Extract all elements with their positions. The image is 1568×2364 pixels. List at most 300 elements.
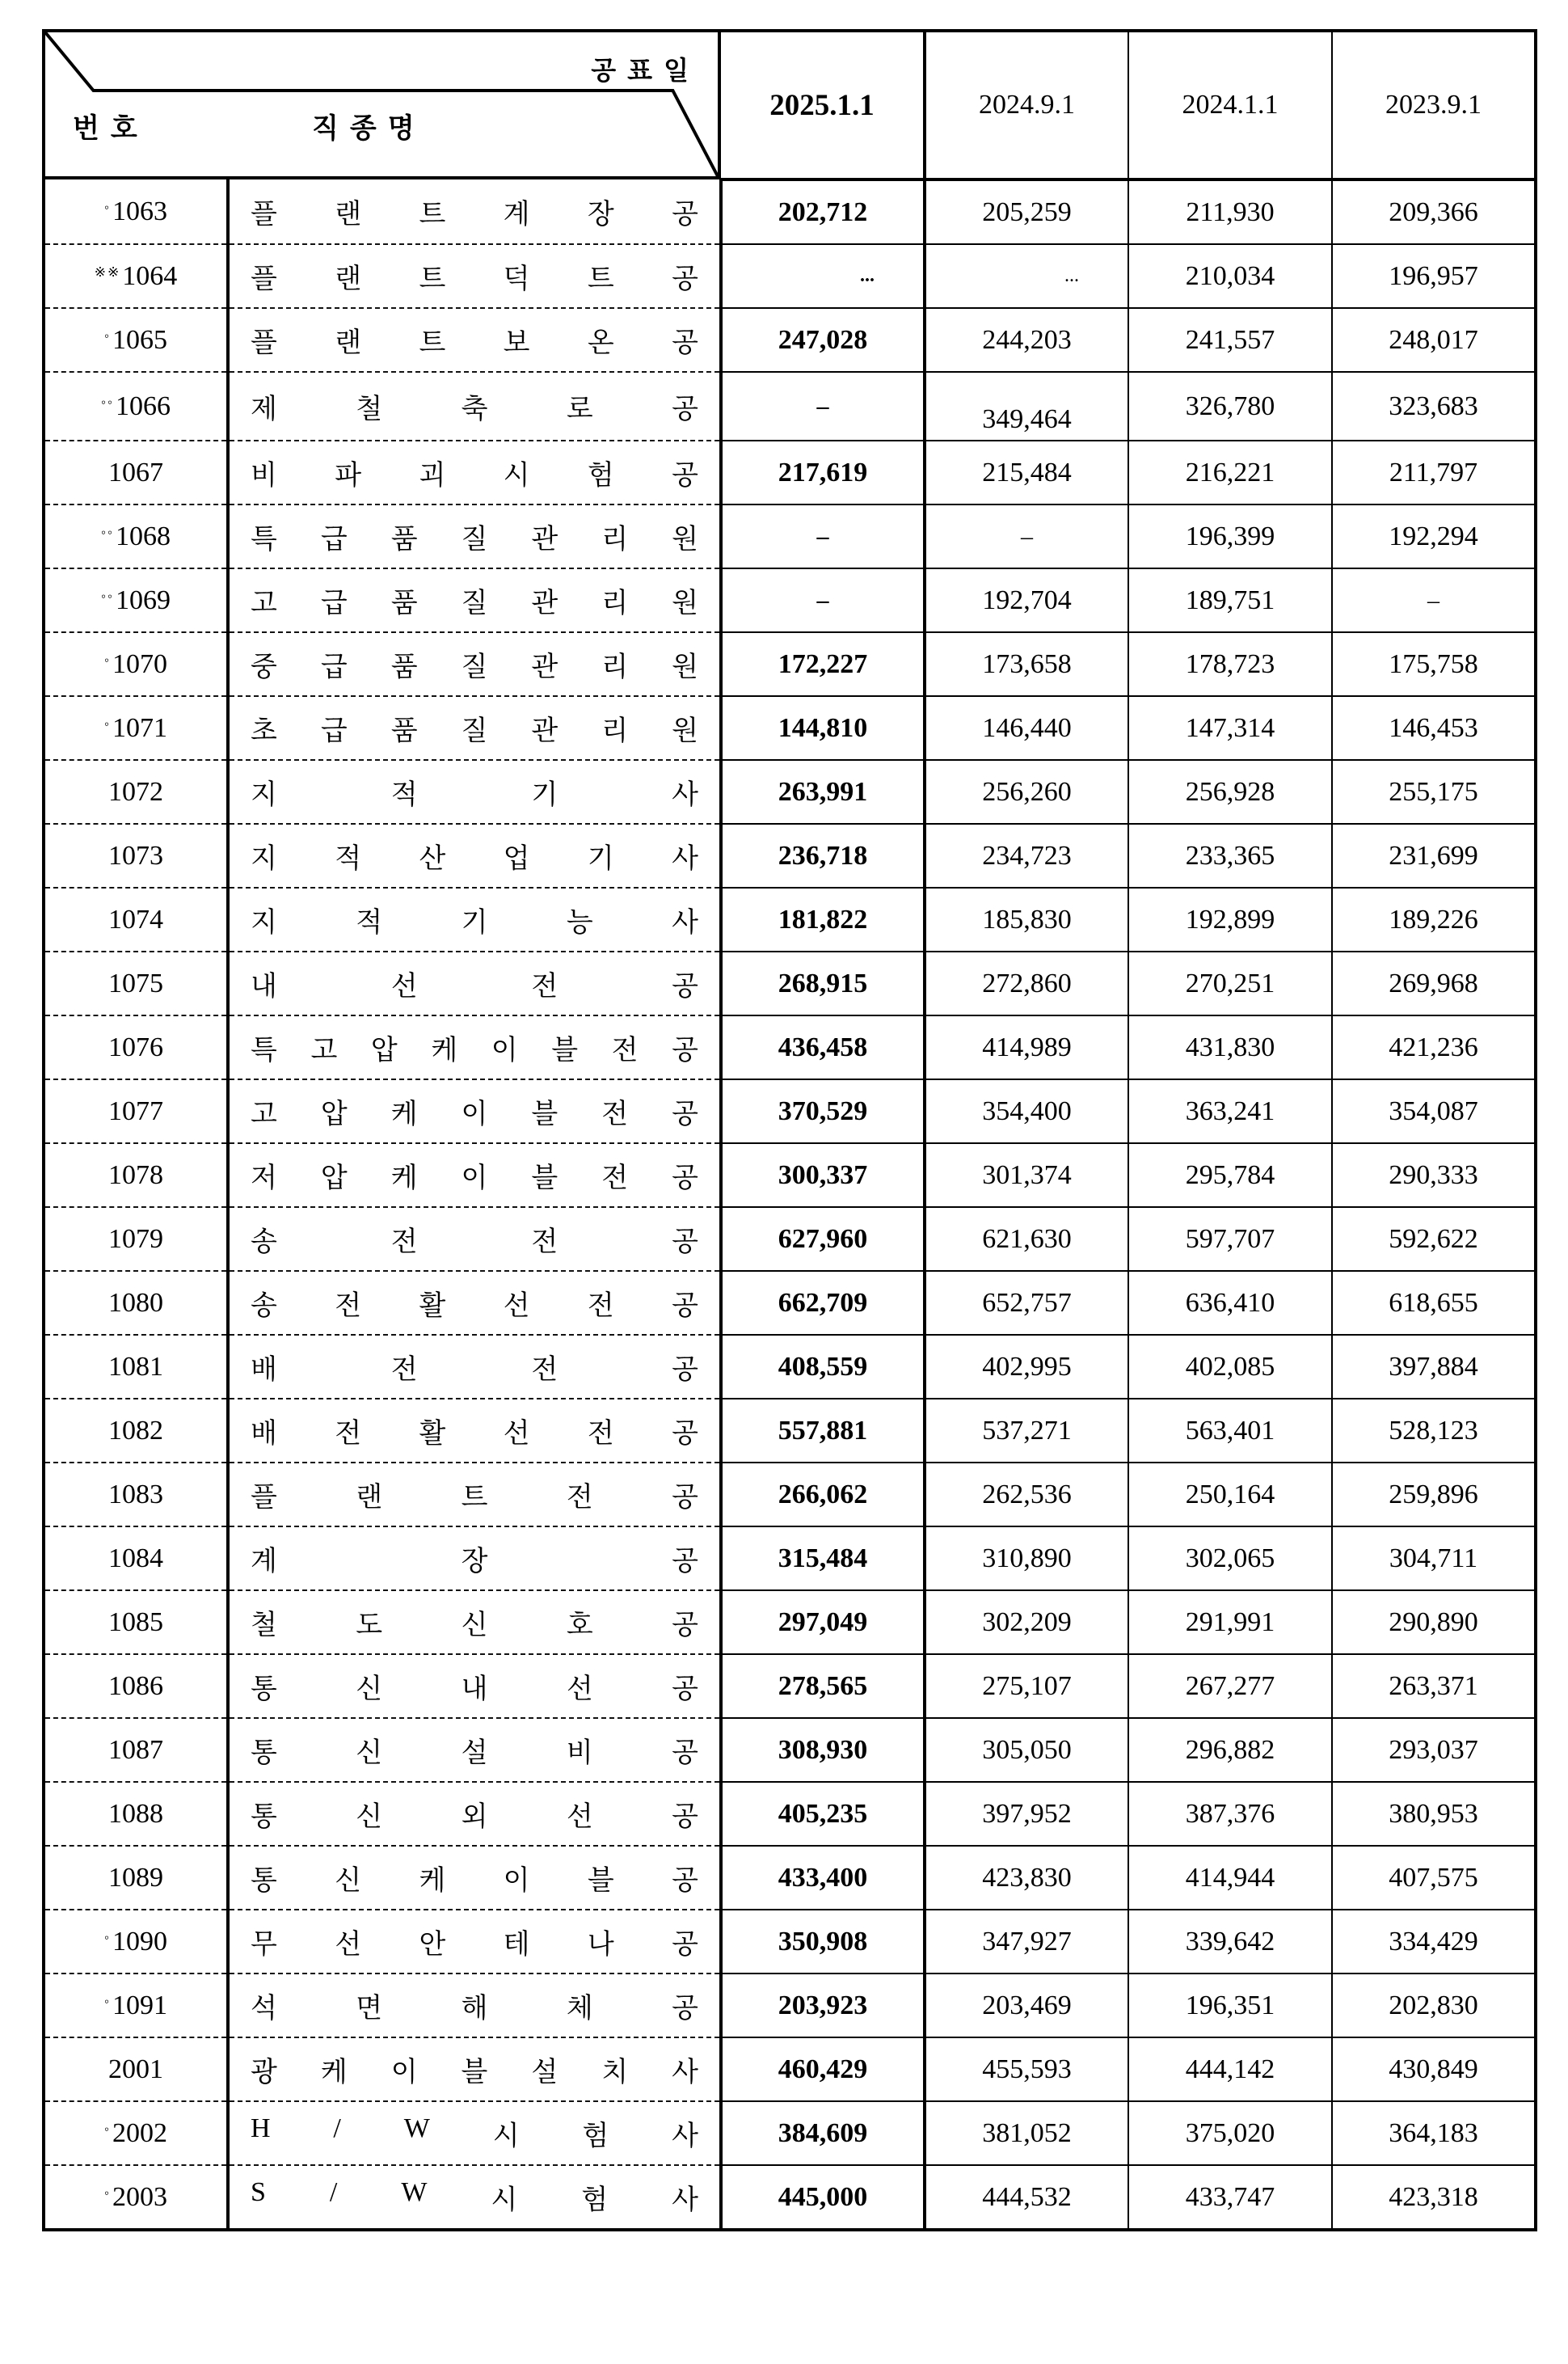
job-name-value: 송 전 전 공	[251, 1227, 698, 1257]
wage-value-cell: 334,429	[1332, 1910, 1536, 1974]
wage-value-cell: 315,484	[721, 1526, 925, 1590]
job-name-value: 고 급 품 질 관 리 원	[251, 589, 698, 618]
wage-value-cell: 202,830	[1332, 1974, 1536, 2037]
publication-date-label: 공표일	[591, 56, 700, 85]
row-number-value: 1077	[108, 1095, 163, 1126]
row-number-cell	[44, 2165, 228, 2230]
wage-value-cell: 255,175	[1332, 760, 1536, 824]
wage-value-cell: 205,259	[925, 179, 1128, 244]
wage-value-cell: 662,709	[721, 1271, 925, 1335]
wage-value-cell: 397,884	[1332, 1335, 1536, 1399]
wage-value-cell: 216,221	[1128, 441, 1332, 504]
row-number-value: 1073	[108, 840, 163, 871]
row-number-value: 1072	[108, 776, 163, 807]
table-row	[44, 1463, 1536, 1526]
table-row	[44, 1079, 1536, 1143]
job-name-cell	[228, 372, 721, 441]
wage-value-cell: 444,142	[1128, 2037, 1332, 2101]
wage-value-cell: 618,655	[1332, 1271, 1536, 1335]
wage-value-cell: 370,529	[721, 1079, 925, 1143]
wage-value-cell: 375,020	[1128, 2101, 1332, 2165]
wage-value-cell: 256,260	[925, 760, 1128, 824]
wage-value-cell: 147,314	[1128, 696, 1332, 760]
wage-value-cell: 295,784	[1128, 1143, 1332, 1207]
table-row	[44, 244, 1536, 308]
job-name-value: 통 신 외 선 공	[251, 1802, 698, 1832]
job-name-cell	[228, 1846, 721, 1910]
row-number-cell	[44, 372, 228, 441]
wage-value-cell: 402,085	[1128, 1335, 1332, 1399]
row-number-cell	[44, 1015, 228, 1079]
table-body	[44, 179, 1536, 2230]
wage-value-cell: 263,991	[721, 760, 925, 824]
table-row	[44, 1399, 1536, 1463]
wage-value-cell: 196,399	[1128, 504, 1332, 568]
job-name-value: 플 랜 트 전 공	[251, 1483, 698, 1513]
job-name-cell	[228, 760, 721, 824]
row-number-value: 1069	[116, 585, 171, 615]
wage-value-cell: ...	[925, 244, 1128, 308]
row-number-cell	[44, 1399, 228, 1463]
job-name-value: 플 랜 트 덕 트 공	[251, 264, 698, 294]
wage-value-cell: 231,699	[1332, 824, 1536, 888]
job-name-value: 내 선 전 공	[251, 972, 698, 1002]
wage-value-cell: 217,619	[721, 441, 925, 504]
wage-value-cell: 433,400	[721, 1846, 925, 1910]
wage-value-cell: 436,458	[721, 1015, 925, 1079]
row-marker-icon: ◦	[103, 328, 112, 344]
row-number-cell	[44, 179, 228, 244]
row-number-cell	[44, 1526, 228, 1590]
job-name-cell	[228, 1590, 721, 1654]
row-number-cell	[44, 1271, 228, 1335]
wage-value-cell: 241,557	[1128, 308, 1332, 372]
row-number-value: 1083	[108, 1479, 163, 1509]
job-name-cell	[228, 1910, 721, 1974]
wage-value-cell: 557,881	[721, 1399, 925, 1463]
table-row	[44, 1654, 1536, 1718]
job-name-cell	[228, 1015, 721, 1079]
table-row	[44, 1335, 1536, 1399]
row-number-cell	[44, 824, 228, 888]
job-name-value: 통 신 케 이 블 공	[251, 1866, 698, 1896]
wage-value-cell: 300,337	[721, 1143, 925, 1207]
row-number-cell	[44, 441, 228, 504]
job-name-value: 특 급 품 질 관 리 원	[251, 525, 698, 555]
table-row	[44, 441, 1536, 504]
row-number-cell	[44, 1782, 228, 1846]
wage-value-cell: 597,707	[1128, 1207, 1332, 1271]
header-date-2024-09-01: 2024.9.1	[925, 31, 1128, 179]
wage-value-cell: 296,882	[1128, 1718, 1332, 1782]
row-number-value: 1075	[108, 968, 163, 998]
wage-value-cell: 387,376	[1128, 1782, 1332, 1846]
wage-value-cell: 347,927	[925, 1910, 1128, 1974]
wage-value-cell: 627,960	[721, 1207, 925, 1271]
wage-value-cell: 259,896	[1332, 1463, 1536, 1526]
wage-value-cell: 445,000	[721, 2165, 925, 2230]
wage-value-cell: 431,830	[1128, 1015, 1332, 1079]
wage-value-cell: 175,758	[1332, 632, 1536, 696]
wage-value-cell: 405,235	[721, 1782, 925, 1846]
table-row	[44, 2101, 1536, 2165]
row-marker-icon: ◦	[103, 2121, 112, 2138]
row-number-value: 1085	[108, 1606, 163, 1637]
job-name-value: 고 압 케 이 블 전 공	[251, 1100, 698, 1129]
wage-value-cell: 636,410	[1128, 1271, 1332, 1335]
table-row	[44, 824, 1536, 888]
wage-value-cell: 244,203	[925, 308, 1128, 372]
wage-value-cell: 455,593	[925, 2037, 1128, 2101]
row-number-cell	[44, 504, 228, 568]
job-name-value: 통 신 설 비 공	[251, 1738, 698, 1768]
job-name-value: 배 전 전 공	[251, 1355, 698, 1385]
job-name-value: 지 적 산 업 기 사	[251, 844, 698, 874]
table-row	[44, 696, 1536, 760]
wage-value-cell: 146,440	[925, 696, 1128, 760]
wage-value-cell: 192,294	[1332, 504, 1536, 568]
job-name-cell	[228, 179, 721, 244]
wage-value-cell: 248,017	[1332, 308, 1536, 372]
job-name-value: 플 랜 트 보 온 공	[251, 328, 698, 358]
wage-value-cell: 563,401	[1128, 1399, 1332, 1463]
row-marker-icon: ◦	[103, 1994, 112, 2010]
row-number-value: 1081	[108, 1351, 163, 1382]
row-marker-icon: ◦	[103, 2185, 112, 2201]
table-row	[44, 1846, 1536, 1910]
wage-value-cell: 414,944	[1128, 1846, 1332, 1910]
wage-value-cell: –	[925, 504, 1128, 568]
row-number-value: 1078	[108, 1159, 163, 1190]
wage-value-cell: 397,952	[925, 1782, 1128, 1846]
row-number-value: 1063	[112, 196, 168, 226]
row-marker-icon: ◦	[103, 1930, 112, 1946]
wage-value-cell: 211,797	[1332, 441, 1536, 504]
row-number-value: 1066	[116, 390, 171, 421]
wage-value-cell: 250,164	[1128, 1463, 1332, 1526]
job-name-value: 무 선 안 테 나 공	[251, 1930, 698, 1960]
wage-value-cell: 423,830	[925, 1846, 1128, 1910]
wage-value-cell: 269,968	[1332, 952, 1536, 1015]
table-row	[44, 1207, 1536, 1271]
row-number-value: 1084	[108, 1543, 163, 1573]
job-name-value: 제 철 축 로 공	[251, 395, 698, 424]
wage-value-cell: 302,209	[925, 1590, 1128, 1654]
wage-value-cell: 421,236	[1332, 1015, 1536, 1079]
row-number-cell	[44, 1974, 228, 2037]
table-row	[44, 632, 1536, 696]
row-number-value: 1068	[116, 521, 171, 551]
wage-value-cell: 196,351	[1128, 1974, 1332, 2037]
job-name-value: H / W 시 험 사	[251, 2113, 698, 2151]
row-number-value: 1076	[108, 1032, 163, 1062]
row-number-value: 1086	[108, 1670, 163, 1701]
row-number-value: 2003	[112, 2181, 168, 2212]
wage-value-cell: 173,658	[925, 632, 1128, 696]
row-number-cell	[44, 952, 228, 1015]
row-marker-icon: ◦◦	[100, 395, 115, 411]
job-name-value: 송 전 활 선 전 공	[251, 1291, 698, 1321]
wage-value-cell: 354,400	[925, 1079, 1128, 1143]
row-number-cell	[44, 760, 228, 824]
row-number-value: 1074	[108, 904, 163, 935]
wage-value-cell: 270,251	[1128, 952, 1332, 1015]
wage-value-cell: 266,062	[721, 1463, 925, 1526]
row-number-value: 1070	[112, 648, 168, 679]
wage-value-cell: 363,241	[1128, 1079, 1332, 1143]
row-number-value: 1088	[108, 1798, 163, 1829]
wage-value-cell: 189,751	[1128, 568, 1332, 632]
wage-value-cell: 192,899	[1128, 888, 1332, 952]
wage-value-cell: 202,712	[721, 179, 925, 244]
wage-value-cell: 189,226	[1332, 888, 1536, 952]
wage-value-cell: 423,318	[1389, 2181, 1478, 2212]
row-number-cell	[44, 308, 228, 372]
job-name-cell	[228, 696, 721, 760]
table-row	[44, 1782, 1536, 1846]
job-name-cell	[228, 2165, 721, 2230]
row-number-cell	[44, 1335, 228, 1399]
row-marker-icon: ◦◦	[100, 525, 115, 541]
job-name-value: 계 장 공	[251, 1547, 698, 1577]
table-row	[44, 504, 1536, 568]
job-name-cell	[228, 888, 721, 952]
row-marker-icon: ◦◦	[100, 589, 115, 605]
table-row	[44, 1143, 1536, 1207]
table-row	[44, 1910, 1536, 1974]
row-number-cell	[44, 568, 228, 632]
job-name-value: 석 면 해 체 공	[251, 1994, 698, 2024]
wage-value-cell: –	[721, 372, 925, 441]
wage-value-cell: –	[721, 504, 925, 568]
job-name-cell	[228, 504, 721, 568]
table-header	[44, 31, 1536, 179]
wage-value-cell: 528,123	[1332, 1399, 1536, 1463]
row-number-cell	[44, 1590, 228, 1654]
wage-value-cell: 196,957	[1332, 244, 1536, 308]
job-name-cell	[228, 1718, 721, 1782]
row-number-cell	[44, 1143, 228, 1207]
row-number-value: 1071	[112, 712, 168, 743]
table-row	[44, 888, 1536, 952]
wage-value-cell: 621,630	[925, 1207, 1128, 1271]
wage-value-cell: 203,923	[721, 1974, 925, 2037]
wage-value-cell: 408,559	[721, 1335, 925, 1399]
job-name-cell	[228, 308, 721, 372]
wage-value-cell: 275,107	[925, 1654, 1128, 1718]
job-name-value: 특 고 압 케 이 블 전 공	[251, 1036, 698, 1066]
table-row	[44, 179, 1536, 244]
table-row	[44, 1271, 1536, 1335]
wage-value-cell: ...	[721, 244, 925, 308]
job-name-value: 비 파 괴 시 험 공	[251, 461, 698, 491]
wage-value-cell: 302,065	[1128, 1526, 1332, 1590]
job-name-value: 지 적 기 사	[251, 780, 698, 810]
job-name-cell	[228, 1335, 721, 1399]
row-number-cell	[44, 1846, 228, 1910]
row-number-value: 1067	[108, 457, 163, 488]
row-number-cell	[44, 1718, 228, 1782]
row-number-value: 1079	[108, 1223, 163, 1254]
wage-value-cell: 293,037	[1332, 1718, 1536, 1782]
wage-value-cell: 144,810	[721, 696, 925, 760]
wage-value-cell: 262,536	[925, 1463, 1128, 1526]
job-name-cell	[228, 952, 721, 1015]
row-number-cell	[44, 2037, 228, 2101]
row-number-value: 1064	[122, 260, 178, 291]
table-row	[44, 568, 1536, 632]
wage-value-cell: 310,890	[925, 1526, 1128, 1590]
wage-value-cell: 203,469	[925, 1974, 1128, 2037]
job-name-cell	[228, 1399, 721, 1463]
wage-value-cell: 263,371	[1332, 1654, 1536, 1718]
wage-value-cell: 297,049	[721, 1590, 925, 1654]
table-row	[44, 2037, 1536, 2101]
job-name-value: 배 전 활 선 전 공	[251, 1419, 698, 1449]
job-name-cell	[228, 1143, 721, 1207]
table-row	[44, 2165, 1536, 2230]
wage-value-cell: 652,757	[925, 1271, 1128, 1335]
job-name-cell	[228, 1207, 721, 1271]
wage-value-cell: –	[1332, 568, 1536, 632]
wage-value-cell: 234,723	[925, 824, 1128, 888]
wage-value-cell: 272,860	[925, 952, 1128, 1015]
table-row	[44, 1974, 1536, 2037]
row-number-cell	[44, 632, 228, 696]
wage-value-cell: 172,227	[721, 632, 925, 696]
wage-value-cell: 350,908	[721, 1910, 925, 1974]
row-number-value: 1091	[112, 1990, 168, 2020]
job-name-value: 지 적 기 능 사	[251, 908, 698, 938]
job-name-value: 중 급 품 질 관 리 원	[251, 652, 698, 682]
wage-value-cell: 414,989	[925, 1015, 1128, 1079]
header-date-2023-09-01: 2023.9.1	[1332, 31, 1536, 179]
job-name-value: 저 압 케 이 블 전 공	[251, 1163, 698, 1193]
table-row	[44, 1526, 1536, 1590]
table-row	[44, 1590, 1536, 1654]
wage-value-cell: 364,183	[1332, 2101, 1536, 2165]
wage-value-cell: 349,464	[925, 372, 1128, 441]
wage-value-cell: –	[721, 568, 925, 632]
table-row	[44, 952, 1536, 1015]
wage-value-cell: 146,453	[1332, 696, 1536, 760]
wage-value-cell: 267,277	[1128, 1654, 1332, 1718]
wage-value-cell: 304,711	[1332, 1526, 1536, 1590]
table-row	[44, 372, 1536, 441]
row-number-value: 1090	[112, 1926, 168, 1957]
row-number-cell	[44, 888, 228, 952]
job-name-cell	[228, 1782, 721, 1846]
job-name-cell	[228, 1654, 721, 1718]
wage-value-cell: 407,575	[1332, 1846, 1536, 1910]
header-date-2024-01-01: 2024.1.1	[1128, 31, 1332, 179]
row-number-value: 1082	[108, 1415, 163, 1446]
table-row	[44, 1015, 1536, 1079]
wage-value-cell: 301,374	[925, 1143, 1128, 1207]
header-split-cell	[44, 31, 721, 179]
row-number-value: 2001	[108, 2054, 163, 2084]
row-number-value: 1089	[108, 1862, 163, 1893]
job-name-cell	[228, 244, 721, 308]
row-number-cell	[44, 244, 228, 308]
wage-value-cell: 305,050	[925, 1718, 1128, 1782]
number-column-label: 번호	[73, 114, 149, 144]
wage-value-cell: 381,052	[925, 2101, 1128, 2165]
wage-value-cell: 354,087	[1332, 1079, 1536, 1143]
wage-value-cell: 181,822	[721, 888, 925, 952]
row-number-value: 1080	[108, 1287, 163, 1318]
wage-value-cell: 339,642	[1128, 1910, 1332, 1974]
wage-value-cell: 402,995	[925, 1335, 1128, 1399]
job-name-column-label: 직종명	[312, 114, 426, 144]
wage-value-cell: 278,565	[721, 1654, 925, 1718]
wage-value-cell: 178,723	[1128, 632, 1332, 696]
row-number-cell	[44, 1654, 228, 1718]
job-name-cell	[228, 1974, 721, 2037]
job-name-cell	[228, 1463, 721, 1526]
job-name-cell	[228, 632, 721, 696]
construction-wage-table	[42, 29, 1537, 2231]
wage-value-cell: 592,622	[1332, 1207, 1536, 1271]
wage-value-cell: 380,953	[1332, 1782, 1536, 1846]
wage-value-cell: 460,429	[721, 2037, 925, 2101]
row-number-value: 2002	[112, 2117, 168, 2148]
job-name-value: S / W 시 험 사	[251, 2177, 698, 2215]
wage-value-cell: 192,704	[925, 568, 1128, 632]
job-name-cell	[228, 2101, 721, 2165]
job-name-cell	[228, 1079, 721, 1143]
job-name-cell	[228, 1271, 721, 1335]
job-name-value: 철 도 신 호 공	[251, 1610, 698, 1640]
row-number-value: 1065	[112, 324, 168, 355]
wage-value-cell: 215,484	[925, 441, 1128, 504]
wage-value-cell: 210,034	[1128, 244, 1332, 308]
wage-value-cell: 268,915	[721, 952, 925, 1015]
job-name-cell	[228, 2037, 721, 2101]
row-number-cell	[44, 696, 228, 760]
wage-value-cell: 291,991	[1128, 1590, 1332, 1654]
wage-value-cell: 233,365	[1128, 824, 1332, 888]
wage-value-cell: 290,890	[1332, 1590, 1536, 1654]
header-date-2025-01-01: 2025.1.1	[721, 31, 925, 179]
row-number-cell	[44, 1207, 228, 1271]
row-marker-icon: ◦	[103, 652, 112, 669]
wage-value-cell: 537,271	[925, 1399, 1128, 1463]
wage-value-cell: 308,930	[721, 1718, 925, 1782]
job-name-value: 초 급 품 질 관 리 원	[251, 716, 698, 746]
wage-value-cell: 384,609	[721, 2101, 925, 2165]
wage-value-cell: 323,683	[1332, 372, 1536, 441]
row-number-cell	[44, 1910, 228, 1974]
wage-value-cell: 185,830	[925, 888, 1128, 952]
table-row	[44, 1718, 1536, 1782]
wage-value-cell: 444,532	[925, 2165, 1128, 2230]
table-row	[44, 308, 1536, 372]
job-name-value: 광 케 이 블 설 치 사	[251, 2058, 698, 2087]
wage-value-cell: 326,780	[1128, 372, 1332, 441]
wage-value-cell: 236,718	[721, 824, 925, 888]
wage-value-cell: 433,747	[1128, 2165, 1332, 2230]
row-number-cell	[44, 1463, 228, 1526]
wage-value-cell: 247,028	[721, 308, 925, 372]
job-name-value: 플 랜 트 계 장 공	[251, 200, 698, 230]
row-marker-icon: ◦	[103, 716, 112, 732]
wage-value-cell: 430,849	[1332, 2037, 1536, 2101]
row-number-value: 1087	[108, 1734, 163, 1765]
wage-value-cell: 290,333	[1332, 1143, 1536, 1207]
row-number-cell	[44, 1079, 228, 1143]
row-marker-icon: ◦	[103, 200, 112, 216]
